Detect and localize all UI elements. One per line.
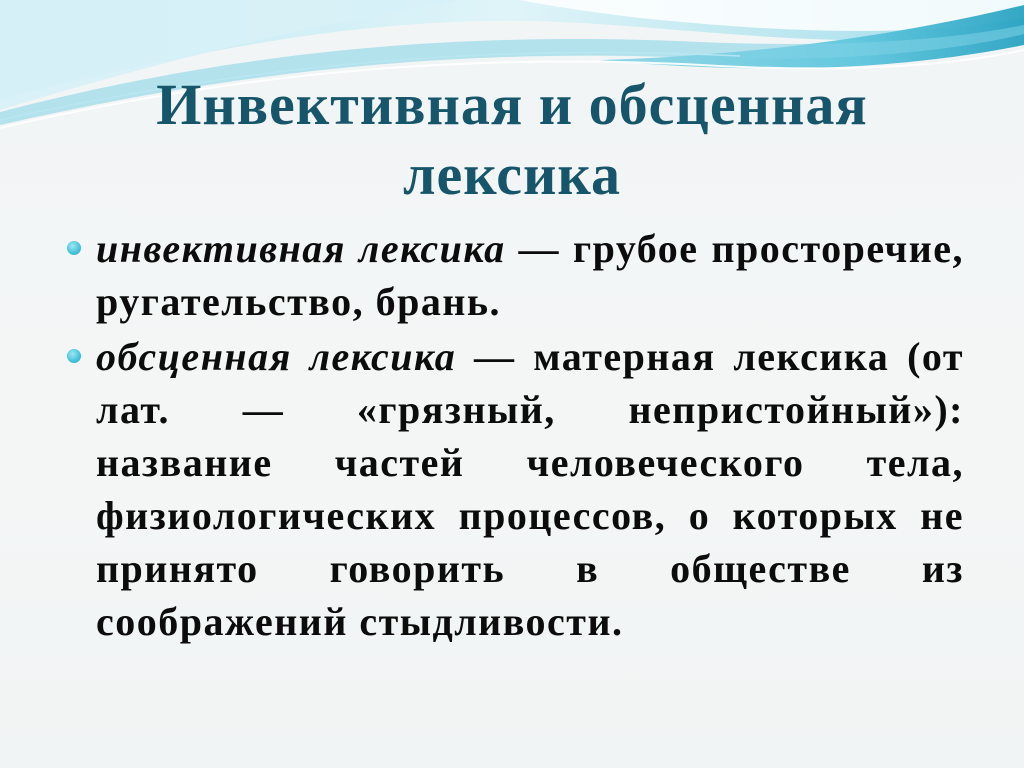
bullet-dot-icon (67, 349, 81, 363)
slide-title-line-2: лексика (403, 142, 621, 207)
slide-title-line-1: Инвективная и обсценная (156, 72, 868, 137)
slide-title (60, 70, 964, 210)
bullet-text (96, 222, 964, 328)
bullet-definition: — матерная лексика (от лат. — «грязный, непристойный»): название частей человеческого тела, физиологических процессов, о которых не принято говорить в обществе из соображений стыдливости. (96, 334, 965, 644)
bullet-item-obscene (62, 330, 964, 648)
bullet-text (96, 330, 964, 648)
bullet-dot-icon (67, 241, 81, 255)
bullet-term: инвективная лексика (96, 226, 506, 271)
bullet-term: обсценная лексика (96, 334, 457, 379)
bullet-definition: — грубое просторечие, ругательство, брань. (96, 226, 964, 324)
bullet-item-invective (62, 222, 964, 328)
bullet-list (62, 222, 964, 648)
